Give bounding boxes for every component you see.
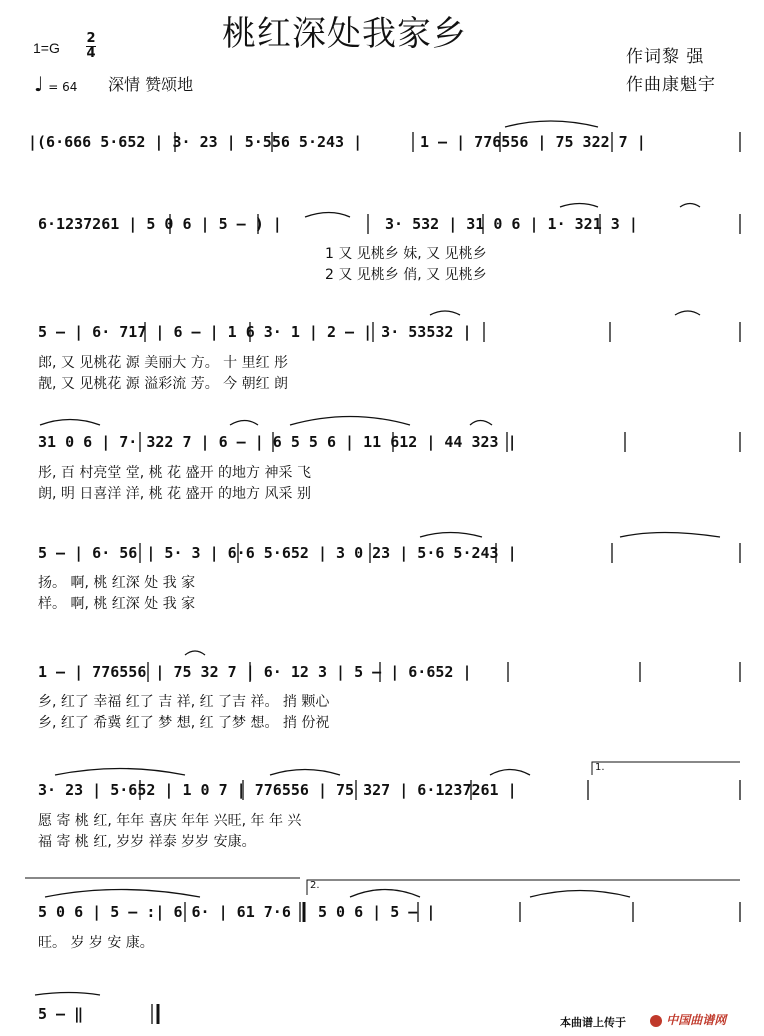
lyric-line: 1 又 见桃乡 妹, 又 见桃乡 (325, 246, 487, 262)
tempo-mark (34, 72, 77, 96)
upload-note: 本曲谱上传于 (560, 1016, 626, 1029)
lyric-line: 旺。 岁 岁 安 康。 (38, 935, 154, 951)
lyric-line: 扬。 啊, 桃 红深 处 我 家 (38, 575, 196, 591)
time-signature-top: 2 (86, 31, 96, 46)
notation-line: 5 0 6 | 5 — :| 6 6· | 61 7·6 | 5 0 6 | 5 — | (38, 903, 436, 921)
page-title: 桃红深处我家乡 (222, 14, 467, 54)
lyric-line: 郎, 又 见桃花 源 美丽大 方。 十 里红 彤 (38, 355, 289, 371)
lyric-line: 福 寄 桃 红, 岁岁 祥泰 岁岁 安康。 (38, 834, 256, 850)
notation-line: 5 — | 6· 717 | 6 — | 1 6 3· 1 | 2 — | 3· 53532 | (38, 323, 472, 341)
composer-credit: 作曲康魁宇 (626, 75, 716, 95)
notation-line: 31 0 6 | 7· 322 7 | 6 — | 6 5 5 6 | 11 612 | 44 323 | (38, 433, 517, 451)
notation-line: 1 — | 776556 | 75 322 7 | (420, 133, 646, 151)
site-logo[interactable] (650, 1011, 726, 1028)
notation-line: 3· 23 | 5·652 | 1 0 7 | 776556 | 75 327 | 6·1237261 | (38, 781, 517, 799)
lyric-line: 朗, 明 日喜洋 洋, 桃 花 盛开 的地方 风采 别 (38, 486, 311, 502)
tempo-value: = 64 (48, 80, 78, 94)
expression-mark: 深情 赞颂地 (108, 75, 194, 94)
lyricist-credit: 作词黎 强 (626, 47, 705, 67)
time-signature-bottom: 4 (86, 46, 96, 61)
time-signature (86, 32, 96, 61)
site-name: 中国曲谱网 (666, 1013, 727, 1027)
notation-line: 1 — | 776556 | 75 32 7 | 6· 12 3 | 5 — | 6·652 | (38, 663, 472, 681)
notation-line: 5 — | 6· 56 | 5· 3 | 6·6 5·652 | 3 0 23 | 5·6 5·243 | (38, 544, 517, 562)
notation-line: 3· 532 | 31 0 6 | 1· 321 3 | (385, 215, 638, 233)
key-signature: 1=G (33, 40, 60, 56)
lyric-line: 彤, 百 村亮堂 堂, 桃 花 盛开 的地方 神采 飞 (38, 465, 311, 481)
site-logo-icon (650, 1015, 662, 1027)
volta-second: 2. (310, 880, 320, 891)
lyric-line: 乡, 红了 幸福 红了 吉 祥, 红 了吉 祥。 捎 颗心 (38, 694, 330, 710)
lyric-line: 乡, 红了 希冀 红了 梦 想, 红 了梦 想。 捎 份祝 (38, 715, 330, 731)
notation-line: 6·1237261 | 5 0 6 | 5 — ) | (38, 215, 282, 233)
quarter-note-icon: ♩ (34, 72, 44, 96)
notation-line: |(6·666 5·652 | 3· 23 | 5·556 5·243 | (28, 133, 363, 151)
lyric-line: 2 又 见桃乡 俏, 又 见桃乡 (325, 267, 487, 283)
notation-line: 5 — ‖ (38, 1005, 84, 1023)
volta-first: 1. (595, 762, 605, 773)
lyric-line: 愿 寄 桃 红, 年年 喜庆 年年 兴旺, 年 年 兴 (38, 813, 302, 829)
lyric-line: 靓, 又 见桃花 源 溢彩流 芳。 今 朝红 朗 (38, 376, 289, 392)
lyric-line: 样。 啊, 桃 红深 处 我 家 (38, 596, 196, 612)
